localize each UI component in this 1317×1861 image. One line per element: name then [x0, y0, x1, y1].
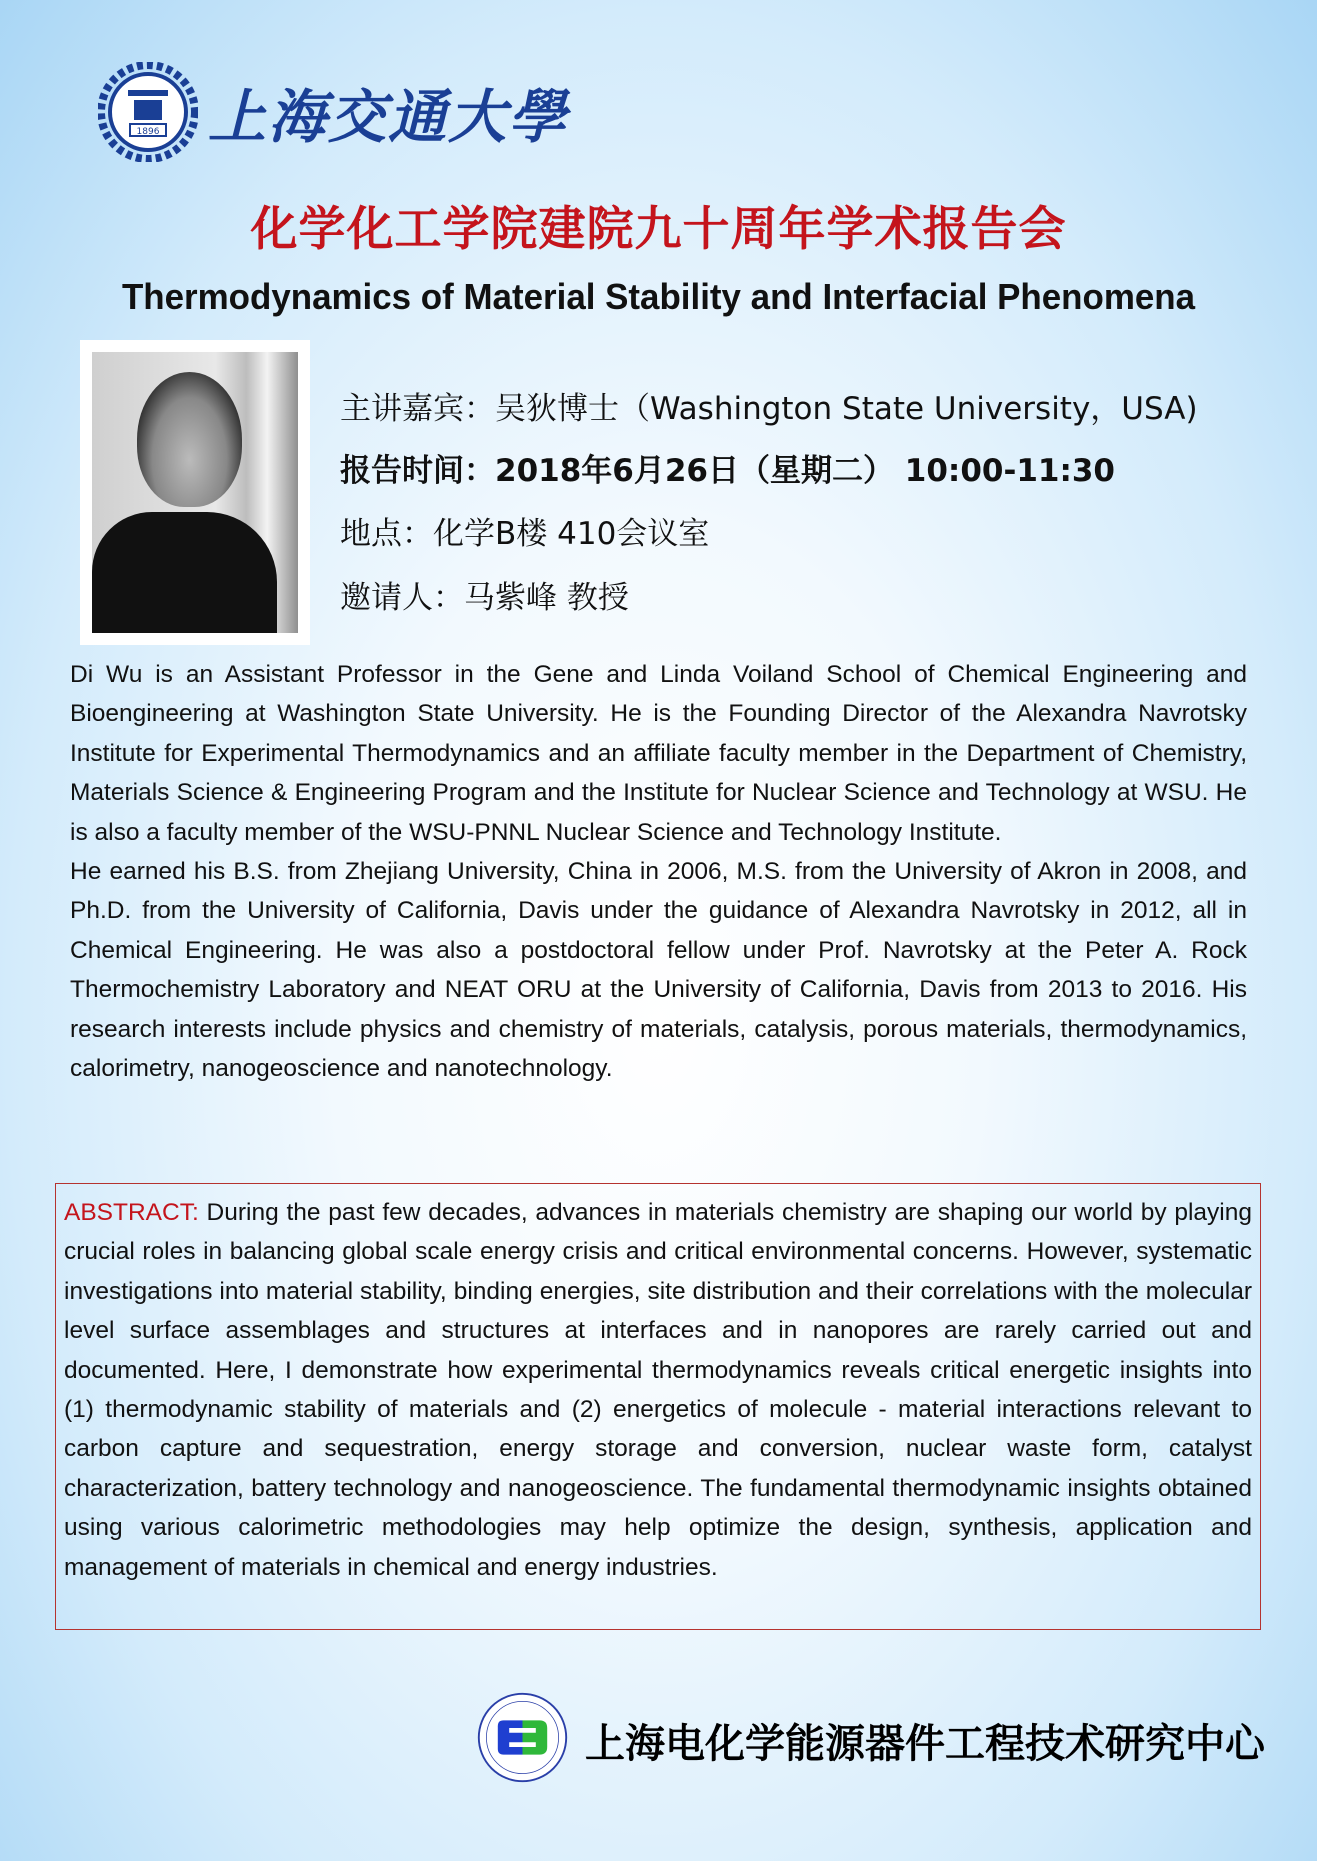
- research-center-name: 上海电化学能源器件工程技术研究中心: [585, 1721, 1265, 1767]
- speaker-info: 主讲嘉宾：吴狄博士（Washington State University，USA): [340, 391, 1198, 427]
- seed-logo-icon: [475, 1690, 570, 1785]
- bio-paragraph: He earned his B.S. from Zhejiang University, China in 2006, M.S. from the University of Akron in 2008, and Ph.D. from the University of California, Davis under the guidance of Alexandra Navrotsky in 2012, all in Chemical Engineering. He was also a postdoctoral fellow under Prof. Navrotsky at the Peter A. Rock Thermochemistry Laboratory and NEAT ORU at the University of California, Davis from 2013 to 2016. His research interests include physics and chemistry of materials, catalysis, porous materials, thermodynamics, calorimetry, nanogeoscience and nanotechnology.: [70, 858, 1247, 1083]
- abstract-label: ABSTRACT:: [64, 1199, 199, 1226]
- abstract-box: [55, 1183, 1261, 1630]
- location-info: 地点：化学B楼 410会议室: [340, 516, 710, 552]
- svg-text:1896: 1896: [136, 127, 160, 137]
- time-info: 报告时间：2018年6月26日（星期二） 10:00-11:30: [340, 453, 1115, 489]
- speaker-photo: [80, 340, 310, 645]
- event-title-cn: 化学化工学院建院九十周年学术报告会: [250, 202, 1067, 257]
- sjtu-logo-icon: [98, 62, 198, 162]
- abstract-text: During the past few decades, advances in materials chemistry are shaping our world by playing crucial roles in balancing global scale energy crisis and critical environmental concerns. However, systematic investigations into material stability, binding energies, site distribution and their correlations with the molecular level surface assemblages and structures at interfaces and in nanopores are rarely carried out and documented. Here, I demonstrate how experimental thermodynamics reveals critical energetic insights into (1) thermodynamic stability of materials and (2) energetics of molecule - material interactions relevant to carbon capture and sequestration, energy storage and conversion, nuclear waste form, catalyst characterization, battery technology and nanogeoscience. The fundamental thermodynamic insights obtained using various calorimetric methodologies may help optimize the design, synthesis, application and management of materials in chemical and energy industries.: [64, 1199, 1252, 1581]
- talk-title: Thermodynamics of Material Stability and Interfacial Phenomena: [121, 276, 1196, 317]
- university-name: 上海交通大學: [208, 83, 569, 151]
- bio-paragraph: Di Wu is an Assistant Professor in the Gene and Linda Voiland School of Chemical Engineering and Bioengineering at Washington State University. He is the Founding Director of the Alexandra Navrotsky Institute for Experimental Thermodynamics and an affiliate faculty member in the Department of Chemistry, Materials Science & Engineering Program and the Institute for Nuclear Science and Technology at WSU. He is also a faculty member of the WSU-PNNL Nuclear Science and Technology Institute.: [70, 661, 1247, 846]
- host-info: 邀请人：马紫峰 教授: [340, 580, 629, 616]
- speaker-bio: [70, 655, 1247, 1088]
